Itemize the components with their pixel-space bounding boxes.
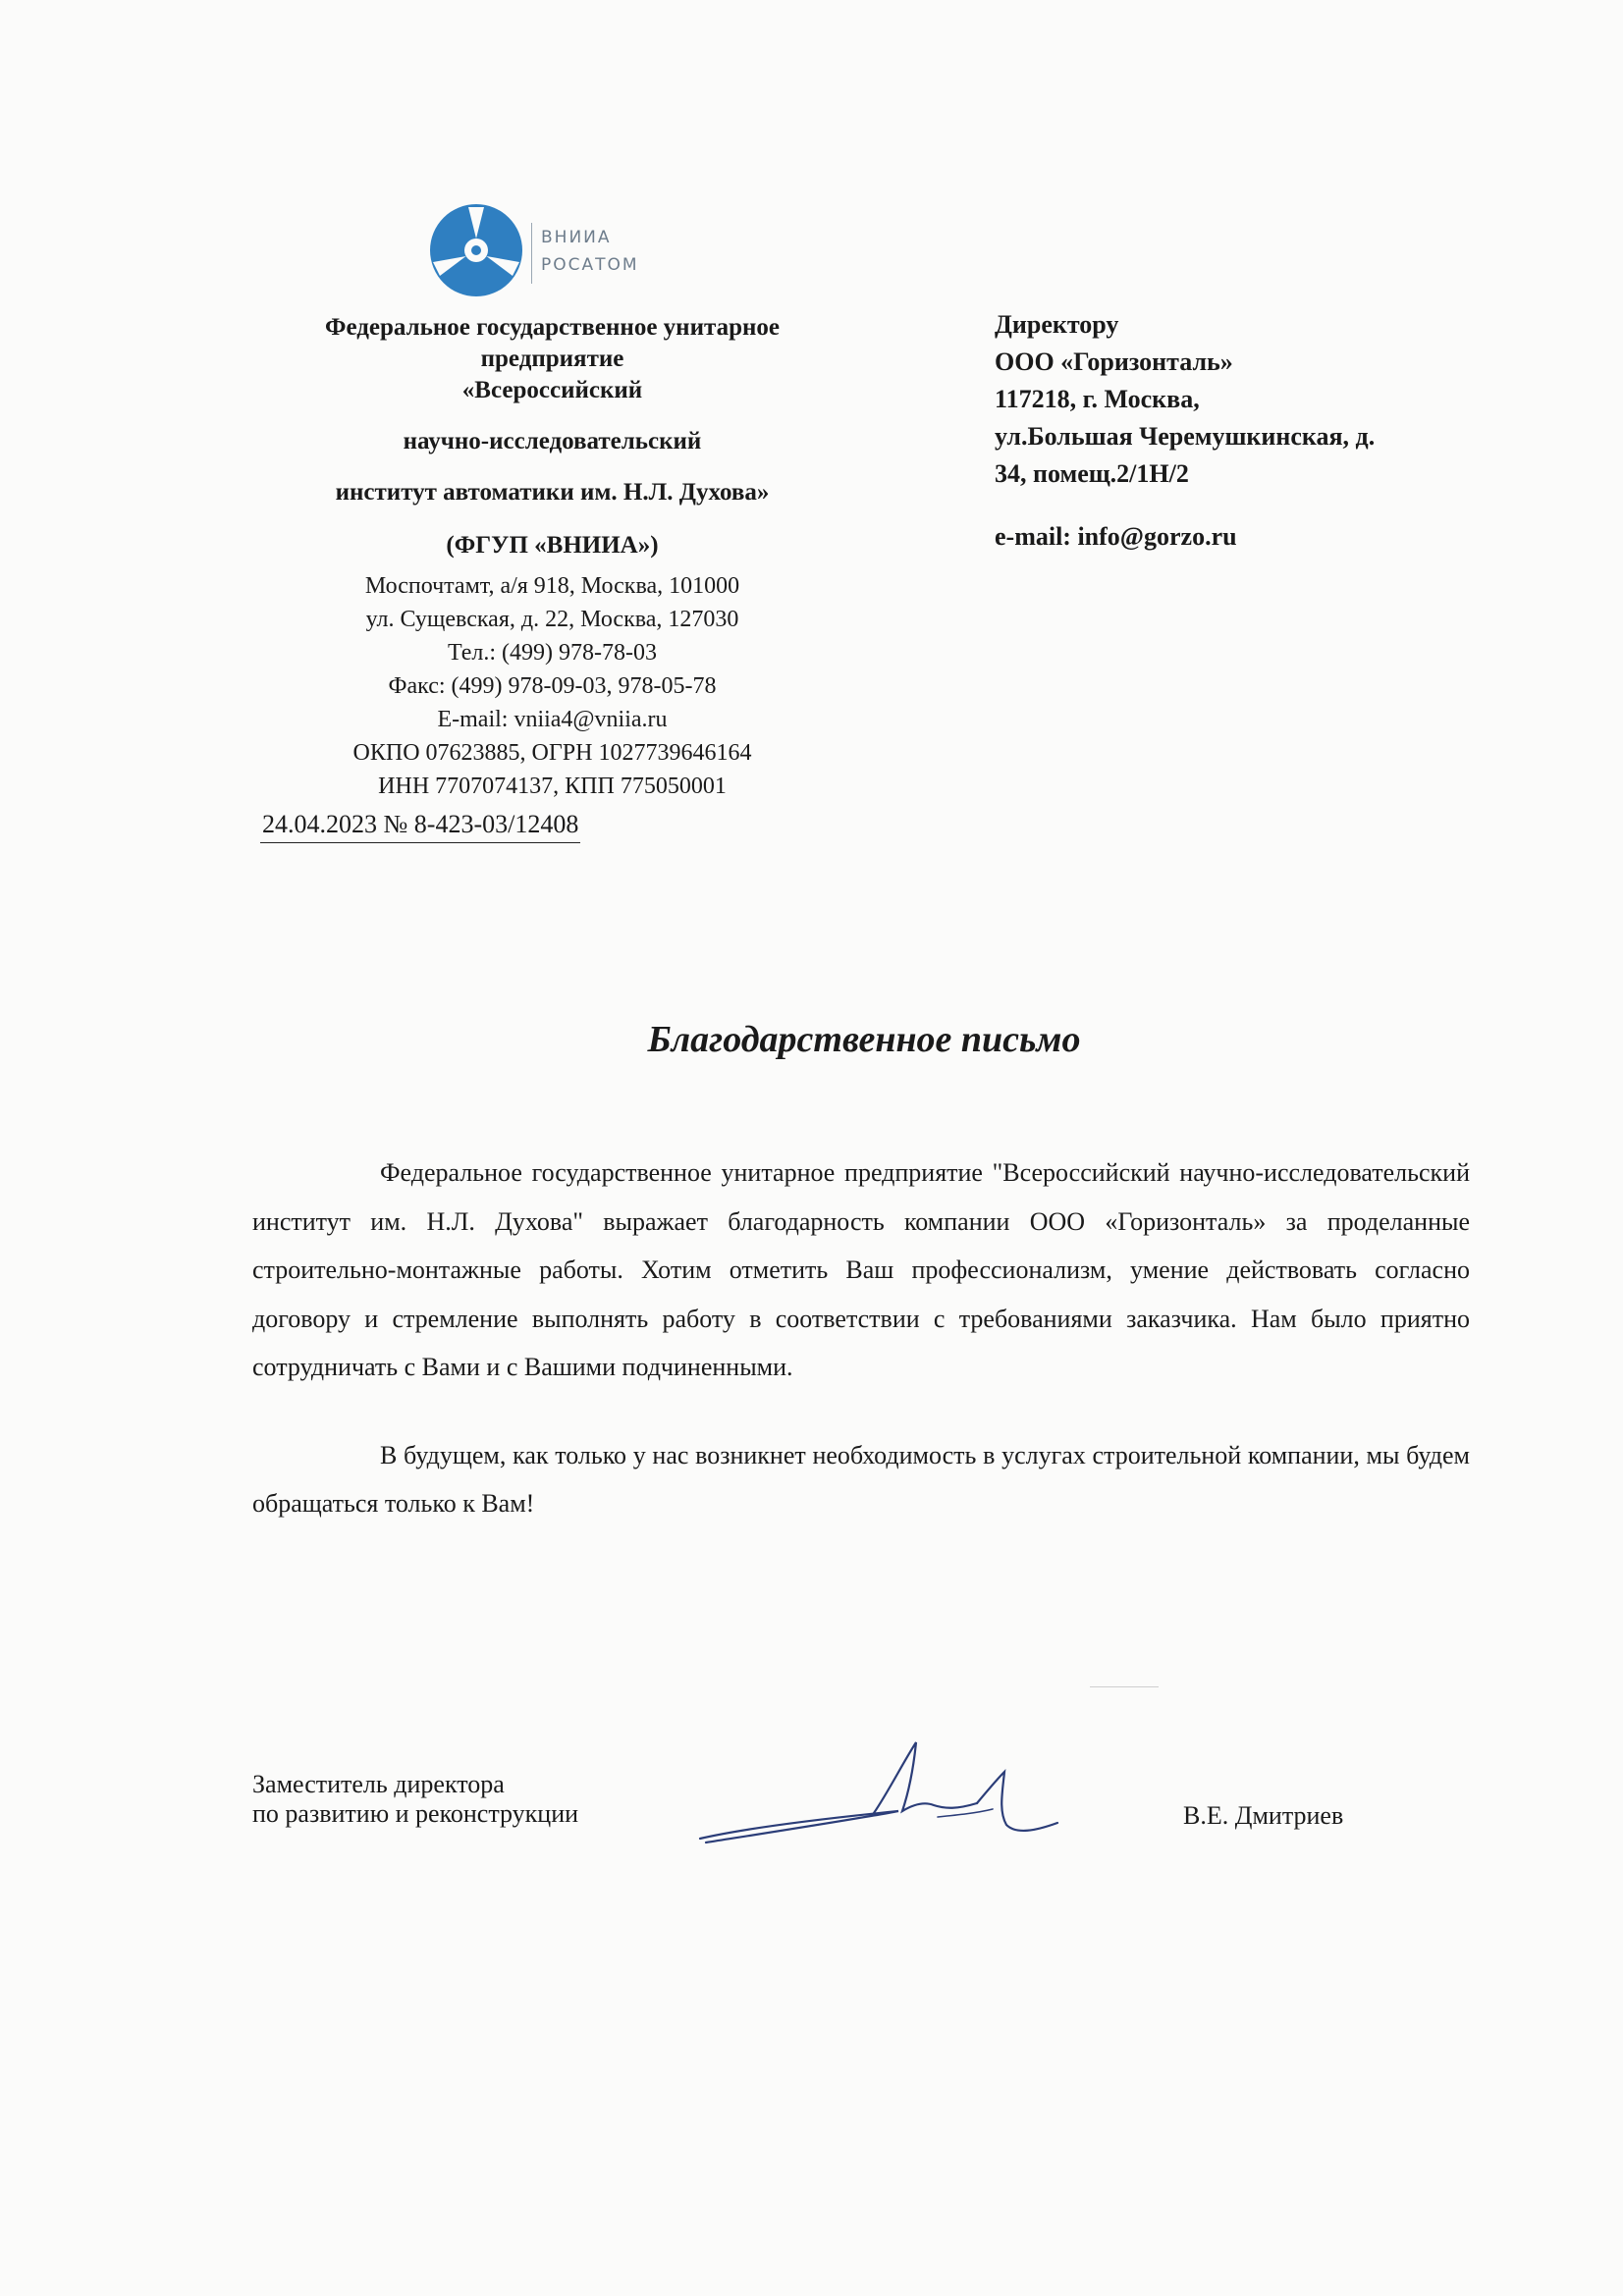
reference-number: 24.04.2023 № 8-423-03/12408: [260, 808, 580, 843]
body-paragraph: Федеральное государственное унитарное предприятие "Всероссийский научно-исследовательский институт им. Н.Л. Духова" выражает благодарность компании ООО «Горизонталь» за проделанные строительно-монтажные работы. Хотим отметить Ваш профессионализм, умение действовать согласно договору и стремление выполнять работу в соответствии с требованиями заказчика. Нам было приятно сотрудничать с Вами и с Вашими подчиненными.: [252, 1158, 1470, 1381]
signatory-position-line: Заместитель директора: [252, 1770, 505, 1798]
contact-line: Факс: (499) 978-09-03, 978-05-78: [388, 673, 717, 699]
sender-abbreviation: (ФГУП «ВНИИА»): [446, 532, 659, 559]
contact-line: E-mail: vniia4@vniia.ru: [437, 707, 668, 732]
logo-text-vniia: ВНИИА: [541, 228, 612, 247]
contact-line: Тел.: (499) 978-78-03: [447, 640, 657, 666]
contact-line: ул. Сущевская, д. 22, Москва, 127030: [365, 607, 739, 632]
recipient-line: Директору: [995, 310, 1119, 339]
handwritten-signature: [692, 1733, 1114, 1860]
org-line: предприятие: [480, 346, 624, 372]
sender-block: [275, 312, 830, 803]
recipient-line: 117218, г. Москва,: [995, 385, 1200, 413]
contact-line: ОКПО 07623885, ОГРН 1027739646164: [352, 740, 752, 766]
org-line: научно-исследовательский: [403, 428, 702, 454]
recipient-block: [995, 306, 1375, 556]
org-line: институт автоматики им. Н.Л. Духова»: [335, 479, 770, 506]
signatory-name: В.Е. Дмитриев: [1183, 1801, 1344, 1830]
contact-line: ИНН 7707074137, КПП 775050001: [378, 774, 727, 799]
recipient-line: 34, помещ.2/1Н/2: [995, 459, 1189, 488]
org-line: Федеральное государственное унитарное: [324, 314, 780, 341]
contact-line: Моспочтамт, а/я 918, Москва, 101000: [364, 573, 740, 599]
recipient-line: ул.Большая Черемушкинская, д.: [995, 422, 1376, 451]
rosatom-emblem-icon: [427, 201, 525, 299]
logo-divider: [531, 223, 532, 284]
sender-org-name: [275, 312, 830, 508]
letter-title: Благодарственное письмо: [647, 1019, 1081, 1060]
recipient-line: ООО «Горизонталь»: [995, 347, 1233, 376]
signatory-position: [252, 1770, 578, 1829]
vniia-rosatom-logo: [427, 201, 653, 294]
body-paragraph: В будущем, как только у нас возникнет необходимость в услугах строительной компании, мы будем обращаться только к Вам!: [252, 1440, 1470, 1518]
recipient-email: e-mail: info@gorzo.ru: [995, 522, 1237, 551]
faint-line: [1090, 1686, 1159, 1687]
signatory-position-line: по развитию и реконструкции: [252, 1799, 579, 1828]
sender-contacts: [275, 569, 830, 803]
logo-text-rosatom: РОСАТОМ: [541, 255, 639, 275]
letter-body: [252, 1148, 1470, 1528]
org-line: «Всероссийский: [461, 377, 643, 403]
